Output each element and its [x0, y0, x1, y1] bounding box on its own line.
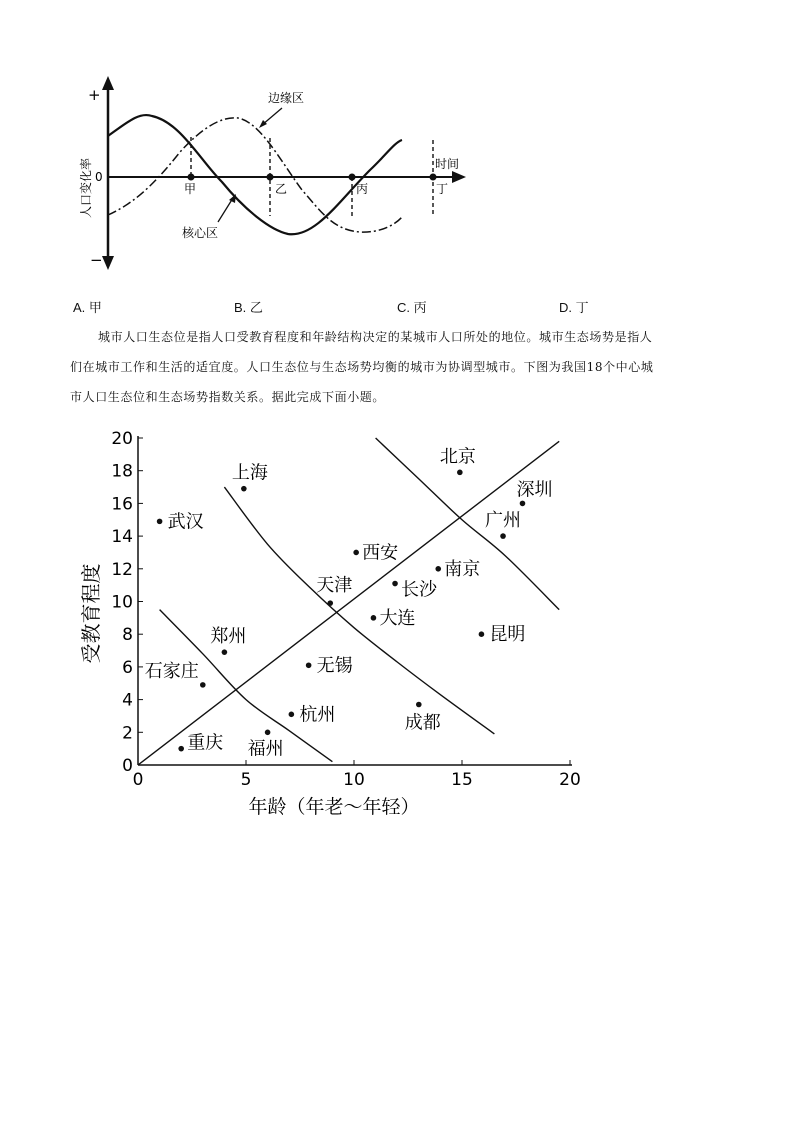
city-point [392, 581, 398, 587]
city-point [327, 600, 333, 606]
y-axis-bottom-arrow-icon [102, 256, 114, 270]
core-pointer-line [218, 198, 233, 222]
city-point [157, 519, 163, 525]
edge-area-label: 边缘区 [268, 91, 305, 105]
core-area-curve [108, 115, 402, 234]
city-label: 成都 [404, 712, 441, 734]
city-point [435, 566, 441, 572]
city-point [289, 712, 295, 718]
point-label-ding: 丁 [436, 182, 449, 196]
city-label: 武汉 [167, 511, 204, 533]
scatter-chart [60, 418, 600, 828]
core-area-label: 核心区 [182, 226, 219, 240]
city-point [353, 550, 359, 556]
y-tick-label: 0 [122, 756, 133, 776]
option-letter: C. [397, 300, 410, 315]
x-tick-label: 20 [559, 770, 581, 790]
city-point [520, 501, 526, 507]
city-point [306, 662, 312, 668]
y-axis-top-arrow-icon [102, 76, 114, 90]
city-label: 北京 [439, 446, 476, 468]
city-label: 郑州 [210, 626, 247, 648]
x-tick-label: 15 [451, 770, 473, 790]
city-label: 大连 [379, 607, 416, 629]
origin-label: 0 [95, 170, 103, 184]
point-label-yi: 乙 [275, 182, 288, 196]
point-label-bing: 丙 [356, 182, 369, 196]
x-tick-label: 10 [343, 770, 365, 790]
city-point [241, 486, 247, 492]
ding-point [430, 174, 437, 181]
option-text: 乙 [249, 300, 263, 315]
city-point [371, 615, 377, 621]
y-tick-label: 8 [122, 625, 133, 646]
city-label: 南京 [444, 558, 481, 580]
option-text: 丁 [575, 300, 589, 315]
question-paragraph-line-2: 们在城市工作和生活的适宜度。人口生态位与生态场势均衡的城市为协调型城市。下图为我国18个中心城 [70, 360, 654, 374]
axis-minus-label: − [90, 251, 103, 269]
city-label: 上海 [231, 462, 268, 484]
city-point [265, 730, 271, 736]
city-label: 石家庄 [144, 660, 199, 682]
bing-point [349, 174, 356, 181]
y-axis-label: 人口变化率 [79, 157, 93, 218]
city-label: 杭州 [299, 704, 336, 726]
city-point [416, 702, 422, 708]
city-point [178, 746, 184, 752]
y-tick-label: 2 [122, 723, 133, 744]
city-label: 广州 [485, 510, 522, 532]
x-tick-label: 0 [132, 770, 144, 790]
y-tick-label: 10 [111, 592, 133, 613]
question-paragraph-line-1: 城市人口生态位是指人口受教育程度和年龄结构决定的某城市人口所处的地位。城市生态场势是指人 [98, 330, 653, 344]
city-point [500, 533, 506, 539]
city-label: 长沙 [401, 579, 438, 601]
city-point [479, 631, 485, 637]
city-point [222, 649, 228, 655]
option-letter: A. [73, 300, 86, 315]
population-change-diagram [70, 70, 480, 275]
option-c[interactable] [397, 297, 427, 316]
chart-layer [79, 429, 581, 818]
point-label-jia: 甲 [184, 182, 197, 196]
x-axis-arrow-icon [452, 171, 466, 183]
y-tick-label: 20 [111, 429, 133, 449]
x-tick-label: 5 [240, 770, 252, 790]
question-paragraph-line-3: 市人口生态位和生态场势指数关系。据此完成下面小题。 [70, 390, 386, 404]
balance-diagonal-line [138, 441, 559, 765]
time-label: 时间 [435, 157, 460, 171]
city-label: 昆明 [489, 624, 526, 646]
axis-plus-label: + [88, 86, 101, 104]
city-label: 深圳 [516, 479, 553, 501]
option-text: 甲 [88, 300, 102, 315]
y-tick-label: 12 [111, 559, 133, 580]
city-label: 天津 [316, 575, 353, 597]
city-label: 重庆 [187, 732, 224, 754]
option-b[interactable] [234, 297, 263, 316]
jia-point [188, 174, 195, 181]
city-label: 无锡 [316, 655, 353, 677]
city-label: 福州 [247, 738, 284, 760]
yi-point [267, 174, 274, 181]
option-text: 丙 [413, 300, 427, 315]
x-axis-label: 年龄（年老～年轻） [248, 796, 420, 818]
city-point [200, 682, 206, 688]
y-tick-label: 18 [111, 461, 133, 482]
isoline-curve-2 [224, 487, 494, 734]
y-tick-label: 16 [111, 494, 133, 515]
y-tick-label: 14 [111, 527, 133, 548]
option-d[interactable] [559, 297, 589, 316]
y-axis-label: 受教育程度 [79, 563, 103, 664]
y-tick-label: 4 [122, 690, 133, 711]
option-a[interactable] [73, 297, 102, 316]
y-tick-label: 6 [122, 657, 133, 678]
option-letter: B. [234, 300, 247, 315]
city-point [457, 470, 463, 476]
option-letter: D. [559, 300, 572, 315]
city-label: 西安 [362, 542, 399, 564]
